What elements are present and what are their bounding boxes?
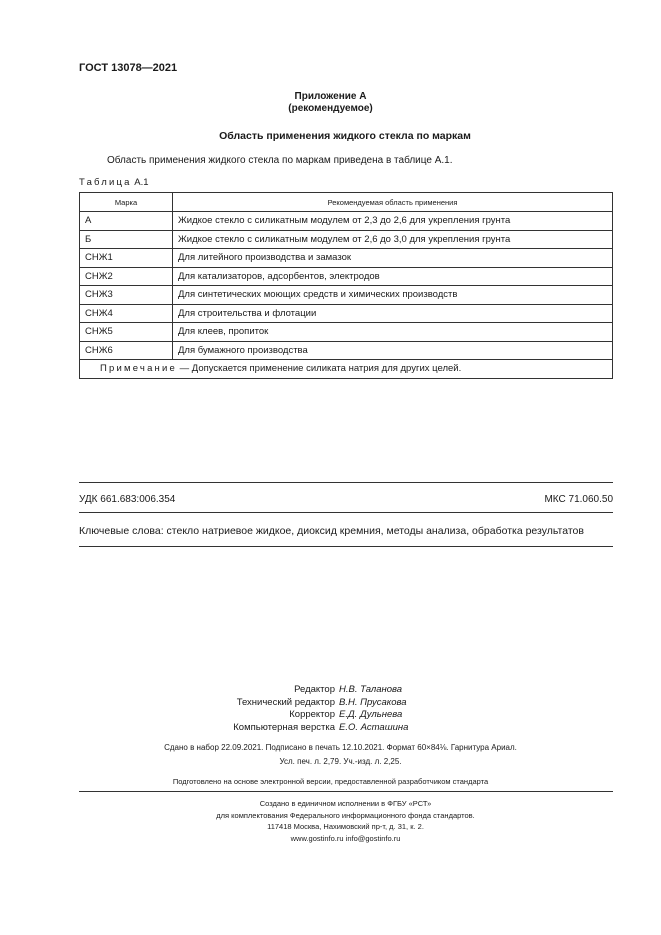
divider: [79, 512, 613, 513]
grade-cell: СНЖ4: [80, 304, 173, 323]
table-note-row: [80, 360, 613, 379]
annex-title: Приложение А: [294, 91, 367, 102]
keywords: Ключевые слова: стекло натриевое жидкое, диоксид кремния, методы анализа, обработка результатов: [79, 525, 584, 537]
application-cell: Для синтетических моющих средств и химических производств: [173, 286, 613, 305]
divider: [79, 791, 613, 792]
table-caption: [79, 177, 149, 188]
table-header-row: [80, 193, 613, 212]
annex-heading: [0, 91, 661, 115]
grade-cell: СНЖ5: [80, 323, 173, 342]
application-cell: Жидкое стекло с силикатным модулем от 2,3 до 2,6 для укрепления грунта: [173, 212, 613, 231]
table-row: [80, 304, 613, 323]
divider: [79, 546, 613, 547]
grade-cell: СНЖ3: [80, 286, 173, 305]
table-row: [80, 230, 613, 249]
application-cell: Для бумажного производства: [173, 341, 613, 360]
application-cell: Для строительства и флотации: [173, 304, 613, 323]
mks-code: МКС 71.060.50: [544, 494, 613, 505]
publisher-line: 117418 Москва, Нахимовский пр-т, д. 31, к. 2.: [267, 822, 424, 831]
staff-name: Е.Д. Дульнева: [339, 709, 403, 720]
staff-name: В.Н. Прусакова: [339, 696, 407, 708]
prepared-note: Подготовлено на основе электронной версии, предоставленной разработчиком стандарта: [172, 777, 489, 786]
publisher-line: для комплектования Федерального информационного фонда стандартов.: [216, 810, 475, 820]
table-caption-word: Таблица: [79, 177, 132, 188]
publisher-line: Создано в единичном исполнении в ФГБУ «РСТ»: [259, 799, 432, 808]
header-grade: Марка: [80, 193, 173, 212]
publisher-info: [0, 798, 661, 844]
table-row: [80, 249, 613, 268]
grade-cell: СНЖ1: [80, 249, 173, 268]
table-row: [80, 267, 613, 286]
staff-credits: [0, 684, 661, 734]
header-application: Рекомендуемая область применения: [173, 193, 613, 212]
section-title: Область применения жидкого стекла по маркам: [219, 130, 471, 142]
staff-role: Корректор: [289, 709, 335, 720]
grade-cell: СНЖ6: [80, 341, 173, 360]
staff-role: Компьютерная верстка: [233, 721, 335, 733]
table-note: [80, 360, 613, 379]
document-code: ГОСТ 13078—2021: [79, 62, 178, 74]
table-row: [80, 323, 613, 342]
table-row: [80, 212, 613, 231]
divider: [79, 482, 613, 483]
application-cell: Для литейного производства и замазок: [173, 249, 613, 268]
table-row: [80, 341, 613, 360]
print-info-line-2: Усл. печ. л. 2,79. Уч.-изд. л. 2,25.: [279, 757, 402, 766]
application-cell: Жидкое стекло с силикатным модулем от 2,6 до 3,0 для укрепления грунта: [173, 230, 613, 249]
annex-status: (рекомендуемое): [288, 103, 373, 114]
staff-row: [0, 684, 661, 697]
staff-role: Редактор: [294, 684, 335, 695]
note-text: — Допускается применение силиката натрия для других целей.: [177, 363, 462, 375]
grade-cell: СНЖ2: [80, 267, 173, 286]
staff-row: [0, 722, 661, 735]
note-heading: Примечание: [100, 363, 177, 375]
staff-row: [0, 709, 661, 722]
print-info-line-1: Сдано в набор 22.09.2021. Подписано в печать 12.10.2021. Формат 60×84⅛. Гарнитура Ариал.: [164, 743, 517, 752]
table-row: [80, 286, 613, 305]
publisher-line: www.gostinfo.ru info@gostinfo.ru: [290, 833, 401, 843]
staff-row: [0, 697, 661, 710]
udk-code: УДК 661.683:006.354: [79, 494, 176, 505]
application-cell: Для катализаторов, адсорбентов, электродов: [173, 267, 613, 286]
grade-cell: Б: [80, 230, 173, 249]
table-caption-number: А.1: [134, 177, 149, 188]
application-cell: Для клеев, пропиток: [173, 323, 613, 342]
grade-cell: А: [80, 212, 173, 231]
staff-name: Е.О. Асташина: [339, 721, 409, 733]
staff-role: Технический редактор: [236, 696, 335, 708]
grade-table: [79, 192, 613, 379]
staff-name: Н.В. Таланова: [339, 684, 403, 695]
intro-paragraph: Область применения жидкого стекла по маркам приведена в таблице А.1.: [107, 155, 453, 166]
